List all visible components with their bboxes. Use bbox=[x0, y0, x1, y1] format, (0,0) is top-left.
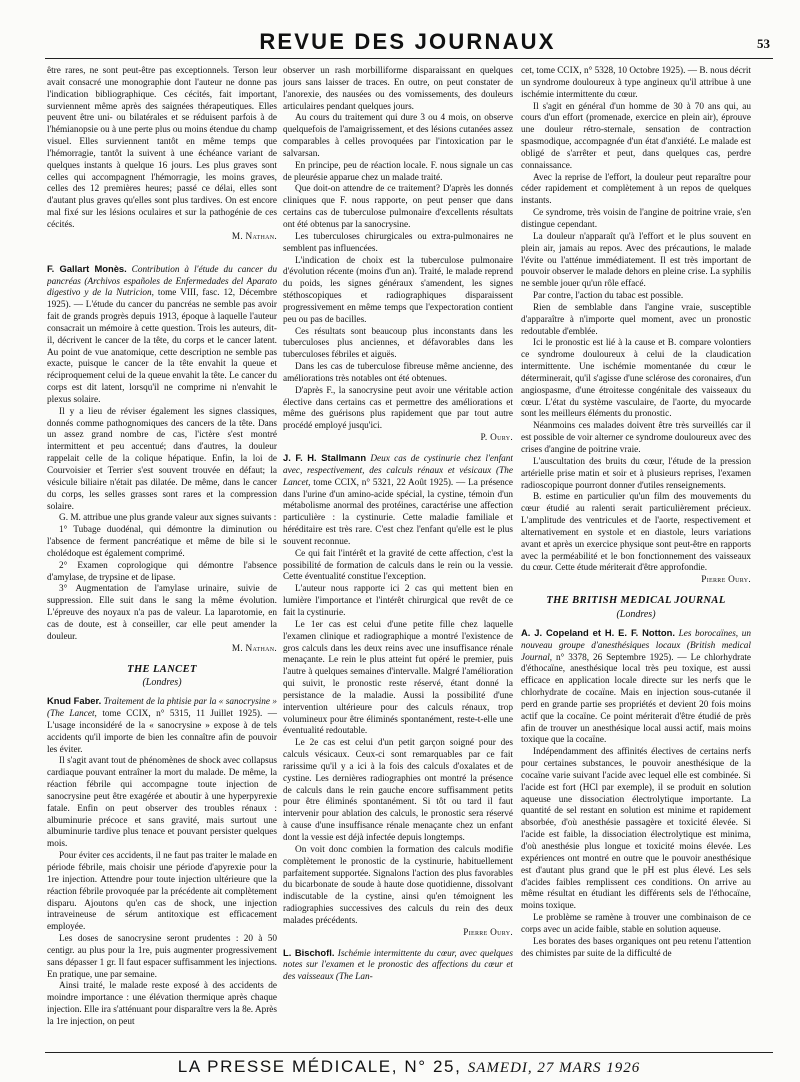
paragraph: Le problème se ramène à trouver une combinaison de ce corps avec un acide faible, stable en solution aqueuse. bbox=[521, 913, 751, 935]
paragraph: Le 2e cas est celui d'un petit garçon soigné pour des calculs vésicaux. Ceux-ci sont remarquables par ce fait rarissime qu'il y a ici à la fois des calculs d'oxalates et de cystine. Les dernières radiographies ont montré la présence de calculs dans le rein gauche encore suffisamment petits pour être éliminés spontanément. Si tôt ou tard il faut intervenir pour ablation des calculs, le pronostic sera réservé à cause d'une insuffisance rénale menaçante chez un enfant dont la vessie est déjà infectée depuis longtemps. bbox=[283, 738, 513, 843]
paragraph: observer un rash morbilliforme disparaissant en quelques jours sans laisser de traces. En outre, on peut constater de l'anorexie, des nausées ou des vomissements, des douleurs articulaires pendant quelques jours. bbox=[283, 66, 513, 112]
footer-rule bbox=[45, 1052, 773, 1053]
article-body: n° 3378, 26 Septembre 1925). — Le chlorhydrate d'éthocaïne, anesthésique local très peu toxique, est aussi efficace en application locale directe sur les nerfs que le chlorhydrate de cocaïne. Mais en injection sous-cutanée il perd en grande partie ses propriétés et devient 20 fois moins actif que la cocaïne. Ce point mériterait d'être étudié de près afin de trouver un anesthésique local aussi actif, mais moins toxique que la cocaïne. bbox=[521, 652, 751, 746]
paragraph: 2° Examen coprologique qui démontre l'absence d'amylase, de trypsine et de lipase. bbox=[47, 560, 277, 583]
article-title: Les borocaïnes, un nouveau groupe d'anesthésiques locaux (British medical Journal, bbox=[521, 628, 751, 663]
paragraph: 1° Tubage duodénal, qui démontre la diminution ou l'absence de ferment pancréatique et même de bile si le cholédoque est également comprimé. bbox=[47, 525, 277, 559]
paragraph: B. estime en particulier qu'un film des mouvements du cœur étudié au ralenti serait particulièrement précieux. L'amplitude des ventricules et de l'aorte, respectivement et alternativement en systole et en diastole, leurs variations avant et après un exercice physique sont peut-être en rapports avec la perméabilité et le bon fonctionnement des vaisseaux du cœur. Cette étude mériterait d'être approfondie. bbox=[521, 492, 751, 574]
column-right bbox=[521, 66, 751, 1049]
article-author: L. Bischofl. bbox=[283, 946, 335, 958]
column-left bbox=[47, 66, 277, 1049]
article-body: tome CCIX, n° 5321, 22 Août 1925). — La présence dans l'urine d'un amino-acide spécial, la cystine, témoin d'un métabolisme anormal des protéines, caractérise une affection particulière : la cystinurie. Cette maladie familiale et héréditaire est très rare. C'est chez l'enfant qu'elle est le plus souvent reconnue. bbox=[283, 477, 513, 547]
paragraph: Les doses de sanocrysine seront prudentes : 20 à 50 centigr. au plus pour la 1re, puis augmenter progressivement sans dépasser 1 gr. Il faut espacer suffisamment les injections. En pratique, une par semaine. bbox=[47, 934, 277, 980]
journal-section-city: (Londres) bbox=[616, 608, 656, 620]
header-rule bbox=[45, 58, 773, 59]
paragraph: cet, tome CCIX, n° 5328, 10 Octobre 1925). — B. nous décrit un syndrome douloureux à type angineux qu'il attribue à une ischémie intermittente du cœur. bbox=[521, 66, 751, 100]
author-signature: M. Nathan. bbox=[231, 231, 277, 242]
paragraph: Les borates des bases organiques ont peu retenu l'attention des chimistes par suite de la difficulté de bbox=[521, 936, 751, 959]
page-number: 53 bbox=[757, 36, 770, 51]
column-middle bbox=[283, 66, 513, 1049]
spacer bbox=[47, 251, 277, 263]
page-header bbox=[45, 28, 770, 56]
paragraph: La douleur n'apparaît qu'à l'effort et le plus souvent en plein air, jamais au repos. Avec des précautions, le malade l'évite ou l'atténue immédiatement. Il est très important de pouvoir observer le malade dehors en pleine crise. La syphilis ne semble jouer qu'un rôle effacé. bbox=[521, 231, 751, 290]
article-author: F. Gallart Monès. bbox=[47, 262, 127, 274]
article-entry bbox=[521, 627, 751, 747]
footer-journal: LA PRESSE MÉDICALE, N° 25, bbox=[177, 1057, 462, 1076]
article-author: A. J. Copeland et H. E. F. Notton. bbox=[521, 626, 675, 638]
paragraph: L'auteur nous rapporte ici 2 cas qui mettent bien en lumière l'importance et l'intérêt chirurgical que revêt de ce fait la cystinurie. bbox=[283, 584, 513, 618]
article-entry bbox=[283, 947, 513, 985]
paragraph: G. M. attribue une plus grande valeur aux signes suivants : bbox=[59, 513, 277, 524]
paragraph: L'indication de choix est la tuberculose pulmonaire d'évolution récente (moins d'un an). Traité, le malade reprend du poids, les signes généraux s'amendent, les signes stéthoscopiques et radiographiques disparaissent progressivement en même temps que l'expectoration contient peu ou pas de bacilles. bbox=[283, 255, 513, 325]
paragraph: Ce qui fait l'intérêt et la gravité de cette affection, c'est la possibilité de formation de calculs dans le rein ou la vessie. Cette éventualité constitue l'exception. bbox=[283, 548, 513, 583]
paragraph: être rares, ne sont peut-être pas exceptionnels. Terson leur avait consacré une monographie dont l'auteur ne donne pas l'indication bibliographique. Ces cécités, fait important, surviennent même après des saignées thérapeutiques. Elles peuvent être uni- ou bilatérales et se réduisent parfois à de l'hémianopsie ou à une perte plus ou moins étendue du champ visuel. Elles surviennent tantôt en même temps que l'hémorragie, tantôt la suivent à une échéance variant de quelques instants à quelque 16 jours. Les plus graves sont celles qui accompagnent l'hémorragie, les moins graves, celles des 12 premières heures; passé ce délai, elles sont d'autant plus graves qu'elles sont plus tardives. On est encore mal fixé sur les lésions oculaires et sur la pathogénie de ces cécités. bbox=[47, 66, 277, 230]
paragraph: En principe, peu de réaction locale. F. nous signale un cas de pleurésie apparue chez un malade traité. bbox=[283, 160, 513, 183]
author-signature: P. Oury. bbox=[480, 433, 513, 444]
paragraph: Par contre, l'action du tabac est possible. bbox=[533, 291, 684, 302]
paragraph: Néanmoins ces malades doivent être très surveillés car il est possible de voir alterner ce syndrome douloureux avec des crises d'angine de poitrine vraie. bbox=[521, 421, 751, 455]
paragraph: Indépendamment des affinités électives de certains nerfs pour certaines substances, le pouvoir anesthésique de la cocaïne varie suivant l'acide avec lequel elle est combinée. Si l'acide est fort (HCl par exemple), il se produit en solution aqueuse une dissociation électrolytique importante. La quantité de sel restant en solution est minime et rapidement absorbée, d'où anesthésie passagère et toxicité élevée. Si l'acide est faible, la dissociation électrolytique est minima, d'où anesthésie plus longue et toxicité moins élevée. Les expériences ont montré en outre que le pouvoir anesthésique est d'autant plus grand que le pH est plus élevé. Les sels d'acides faibles remplissent ces conditions. On arrive au même résultat en étudiant les différents sels de l'éthocaïne, moins toxique. bbox=[521, 747, 751, 912]
paragraph: Les tuberculoses chirurgicales ou extra-pulmonaires ne semblent pas influencées. bbox=[283, 231, 513, 254]
paragraph: Le 1er cas est celui d'une petite fille chez laquelle l'examen clinique et radiographique a montré l'existence de gros calculs dans les deux reins avec une insuffisance rénale menaçante. Le rein le plus atteint fut opéré le premier, puis l'autre à quelques semaines d'intervalle. Malgré l'amélioration qui suivit, le pronostic reste réservé, étant donné la persistance de la maladie. Aussi la possibilité d'une intervention ultérieure pour des calculs rénaux, trop volumineux pour être éliminés spontanément, reste-t-elle une éventualité redoutable. bbox=[283, 619, 513, 737]
paragraph: Ce syndrome, très voisin de l'angine de poitrine vraie, s'en distingue cependant. bbox=[521, 208, 751, 230]
journal-section-heading: THE BRITISH MEDICAL JOURNAL bbox=[546, 595, 726, 607]
article-author: Knud Faber. bbox=[47, 695, 102, 707]
paragraph: Dans les cas de tuberculose fibreuse même ancienne, des améliorations très notables ont été obtenues. bbox=[283, 362, 513, 384]
article-title: Contribution à l'étude du cancer du pancréas (Archivos españoles de Enfermedades del Aparato digestivo y de la Nutricion, bbox=[47, 264, 277, 299]
paragraph: Que doit-on attendre de ce traitement? D'après les donnés cliniques que F. nous rapporte, on peut penser que dans certains cas de tuberculose pulmonaire d'excellents résultats ont été obtenus par la sanocrysine. bbox=[283, 184, 513, 230]
running-title: REVUE DES JOURNAUX bbox=[259, 29, 556, 54]
paragraph: Avec la reprise de l'effort, la douleur peut reparaître pour céder rapidement et complètement à un repos de quelques instants. bbox=[521, 172, 751, 207]
journal-section-heading: THE LANCET bbox=[127, 663, 197, 675]
author-signature: Pierre Oury. bbox=[701, 575, 751, 586]
article-entry bbox=[47, 695, 277, 756]
paragraph: Pour éviter ces accidents, il ne faut pas traiter le malade en période fébrile, mais choisir une période d'apyrexie pour la 1re injection. Attendre pour toute injection ultérieure que la réaction fébrile provoquée par la précédente ait complètement disparu. Ajoutons qu'en cas de shock, une injection intraveineuse de sérum antitoxique est efficacement employée. bbox=[47, 851, 277, 933]
paragraph: Il s'agit en général d'un homme de 30 à 70 ans qui, au cours d'un effort (promenade, exercice en plein air), éprouve une douleur rétro-sternale, sensation de contraction spasmodique, accompagnée d'un état d'anxiété. Le malade est obligé de s'arrêter et peut, dans quelques cas, perdre connaissance. bbox=[521, 101, 751, 171]
paragraph: Au cours du traitement qui dure 3 ou 4 mois, on observe quelquefois de l'amaigrissement, et des lésions cutanées assez comparables à celles provoquées par l'intoxication par le salvarsan. bbox=[283, 113, 513, 159]
article-entry bbox=[283, 452, 513, 549]
article-title: Ischémie intermittente du cœur, avec quelques notes sur l'examen et le pronostic des affections du cœur et des vaisseaux (The Lan- bbox=[283, 948, 513, 983]
article-body: tome VIII, fasc. 12, Décembre 1925). — L'étude du cancer du pancréas ne semble pas avoir fait de grands progrès depuis 1913, époque à laquelle l'auteur consacrait un mémoire à cette question. Trois les auteurs, dit-il, décrivent le cancer de la tête, du corps et le cancer latent. Au point de vue anatomique, cette description ne semble pas exacte, puisque le cancer de la tête envahit la queue et réciproquement celui de la queue envahit la tête. Le cancer du corps est dit latent, lorsqu'il ne comprime ni n'envahit le plexus solaire. bbox=[47, 288, 277, 405]
footer-date: SAMEDI, 27 MARS 1926 bbox=[467, 1060, 641, 1076]
article-title: Deux cas de cystinurie chez l'enfant avec, respectivement, des calculs rénaux et vésicaux (The Lancet, bbox=[283, 454, 513, 488]
article-body: tome CCIX, n° 5315, 11 Juillet 1925). — L'usage inconsidéré de la « sanocrysine » expose à de tels accidents qu'il importe de bien les connaître afin de pouvoir les éviter. bbox=[47, 709, 277, 755]
paragraph: Ces résultats sont beaucoup plus inconstants dans les tuberculoses plus anciennes, et défavorables dans les tuberculoses fébriles et aiguës. bbox=[283, 326, 513, 361]
paragraph: 3° Augmentation de l'amylase urinaire, suivie de suppression. Elle suit dans le sang la même évolution. L'épreuve des noyaux n'a pas de valeur. La laparotomie, en cas de doute, est à conseiller, car elle peut amender la douleur. bbox=[47, 584, 277, 642]
paragraph: Ainsi traité, le malade reste exposé à des accidents de moindre importance : une élévation thermique après chaque injection. Elle ira s'atténuant pour disparaître vers la 8e. Après la 1re injection, on peut bbox=[47, 981, 277, 1027]
journal-section-city: (Londres) bbox=[142, 677, 182, 689]
paragraph: L'auscultation des bruits du cœur, l'étude de la pression artérielle prise matin et soir et à plusieurs reprises, l'examen radioscopique pourront donner d'utiles renseignements. bbox=[521, 456, 751, 491]
paragraph: On voit donc combien la formation des calculs modifie complètement le pronostic de la cystinurie, habituellement parfaitement supportée. Signalons l'action des plus favorables du bicarbonate de soude à haute dose quotidienne, dissolvant indiscutable de la cystine, ainsi qu'en témoignent les radiographies successives des calculs du rein des deux malades précédents. bbox=[283, 844, 513, 926]
paragraph: D'après F., la sanocrysine peut avoir une véritable action élective dans certains cas et permettre des améliorations et même des guérisons plus rapidement que par tout autre procédé employé jusqu'ici. bbox=[283, 385, 513, 432]
author-signature: Pierre Oury. bbox=[463, 927, 513, 938]
author-signature: M. Nathan. bbox=[231, 643, 277, 654]
article-author: J. F. H. Stallmann bbox=[283, 452, 367, 463]
paragraph: Rien de semblable dans l'angine vraie, susceptible d'apparaître à n'importe quel moment, avec un pronostic redoutable d'emblée. bbox=[521, 302, 751, 337]
article-title: Traitement de la phtisie par la « sanocrysine » (The Lancet, bbox=[47, 697, 277, 720]
paragraph: Ici le pronostic est lié à la cause et B. compare volontiers ce syndrome douloureux à celui de la claudication intermittente. Une ischémie momentanée du cœur le déterminerait, qu'il s'agisse d'une sclérose des coronaires, d'un angiospasme, d'une étroitesse congénitale des vaisseaux du cœur. L'état du système vasculaire, de l'aorte, du myocarde sont les meilleurs éléments du pronostic. bbox=[521, 338, 751, 420]
paragraph: Il y a lieu de réviser également les signes classiques, donnés comme pathognomiques des cancers de la tête. Dans un assez grand nombre de cas, l'ictère s'est montré intermittent et peu accentué; dans d'autres, la douleur rappelait celle de la colique hépatique. Enfin, la loi de Courvoisier et Terrier s'est souvent trouvée en défaut; la vésicule biliaire n'était pas dilatée. De même, dans le cancer du corps, les selles grasses sont rares et la compression solaire. bbox=[47, 406, 277, 512]
paragraph: Il s'agit avant tout de phénomènes de shock avec collapsus cardiaque pouvant entraîner la mort du malade. De même, la réaction fébrile qui accompagne toute injection de sanocrysine peut être exagérée et aboutir à une hyperpyrexie fatale. Enfin on peut observer des troubles rénaux : albuminurie précoce et sans gravité, mais surtout une albuminurie tardive plus tenace et pouvant persister quelques mois. bbox=[47, 756, 277, 850]
article-entry bbox=[47, 263, 277, 407]
page-footer bbox=[45, 1054, 773, 1080]
